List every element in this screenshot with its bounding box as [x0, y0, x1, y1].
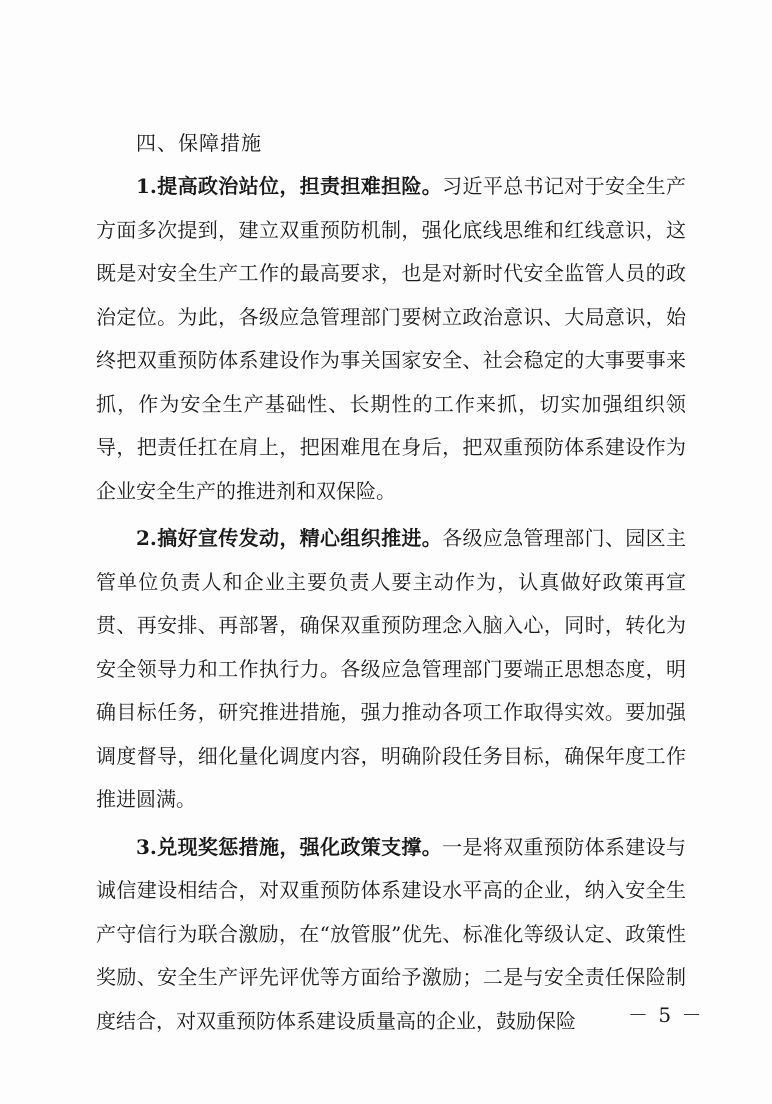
- paragraph-2-heading: 2.搞好宣传发动，精心组织推进。: [136, 526, 443, 550]
- paragraph-1-heading: 1.提高政治站位，担责担难担险。: [136, 174, 443, 198]
- paragraph-1-body: 习近平总书记对于安全生产方面多次提到，建立双重预防机制，强化底线思维和红线意识，这既是对安全生产工作的最高要求，也是对新时代安全监管人员的政治定位。为此，各级应急管理部门要树立政治意识、大局意识，始终把双重预防体系建设作为事关国家安全、社会稳定的大事要事来抓，作为安全生产基础性、长期性的工作来抓，切实加强组织领导，把责任扛在肩上，把困难甩在身后，把双重预防体系建设作为企业安全生产的推进剂和双保险。: [96, 174, 686, 503]
- paragraph-3-heading: 3.兑现奖惩措施，强化政策支撑。: [136, 834, 443, 859]
- paragraph-3-body: 一是将双重预防体系建设与诚信建设相结合，对双重预防体系建设水平高的企业，纳入安全生产守信行为联合激励，在“放管服”优先、标准化等级认定、政策性奖励、安全生产评先评优等方面给予激励；二是与安全责任保险制度结合，对双重预防体系建设质量高的企业，鼓励保险: [96, 834, 686, 1033]
- paragraph-3: [96, 826, 686, 1044]
- page-number: － 5 －: [628, 1003, 704, 1027]
- paragraph-1: [96, 165, 686, 513]
- paragraph-2: [96, 517, 686, 822]
- document-body: [96, 121, 686, 1043]
- section-heading: 四、保障措施: [136, 131, 262, 155]
- paragraph-2-body: 各级应急管理部门、园区主管单位负责人和企业主要负责人要主动作为，认真做好政策再宣贯、再安排、再部署，确保双重预防理念入脑入心，同时，转化为安全领导力和工作执行力。各级应急管理部门要端正思想态度，明确目标任务，研究推进措施，强力推动各项工作取得实效。要加强调度督导，细化量化调度内容，明确阶段任务目标，确保年度工作推进圆满。: [96, 526, 686, 811]
